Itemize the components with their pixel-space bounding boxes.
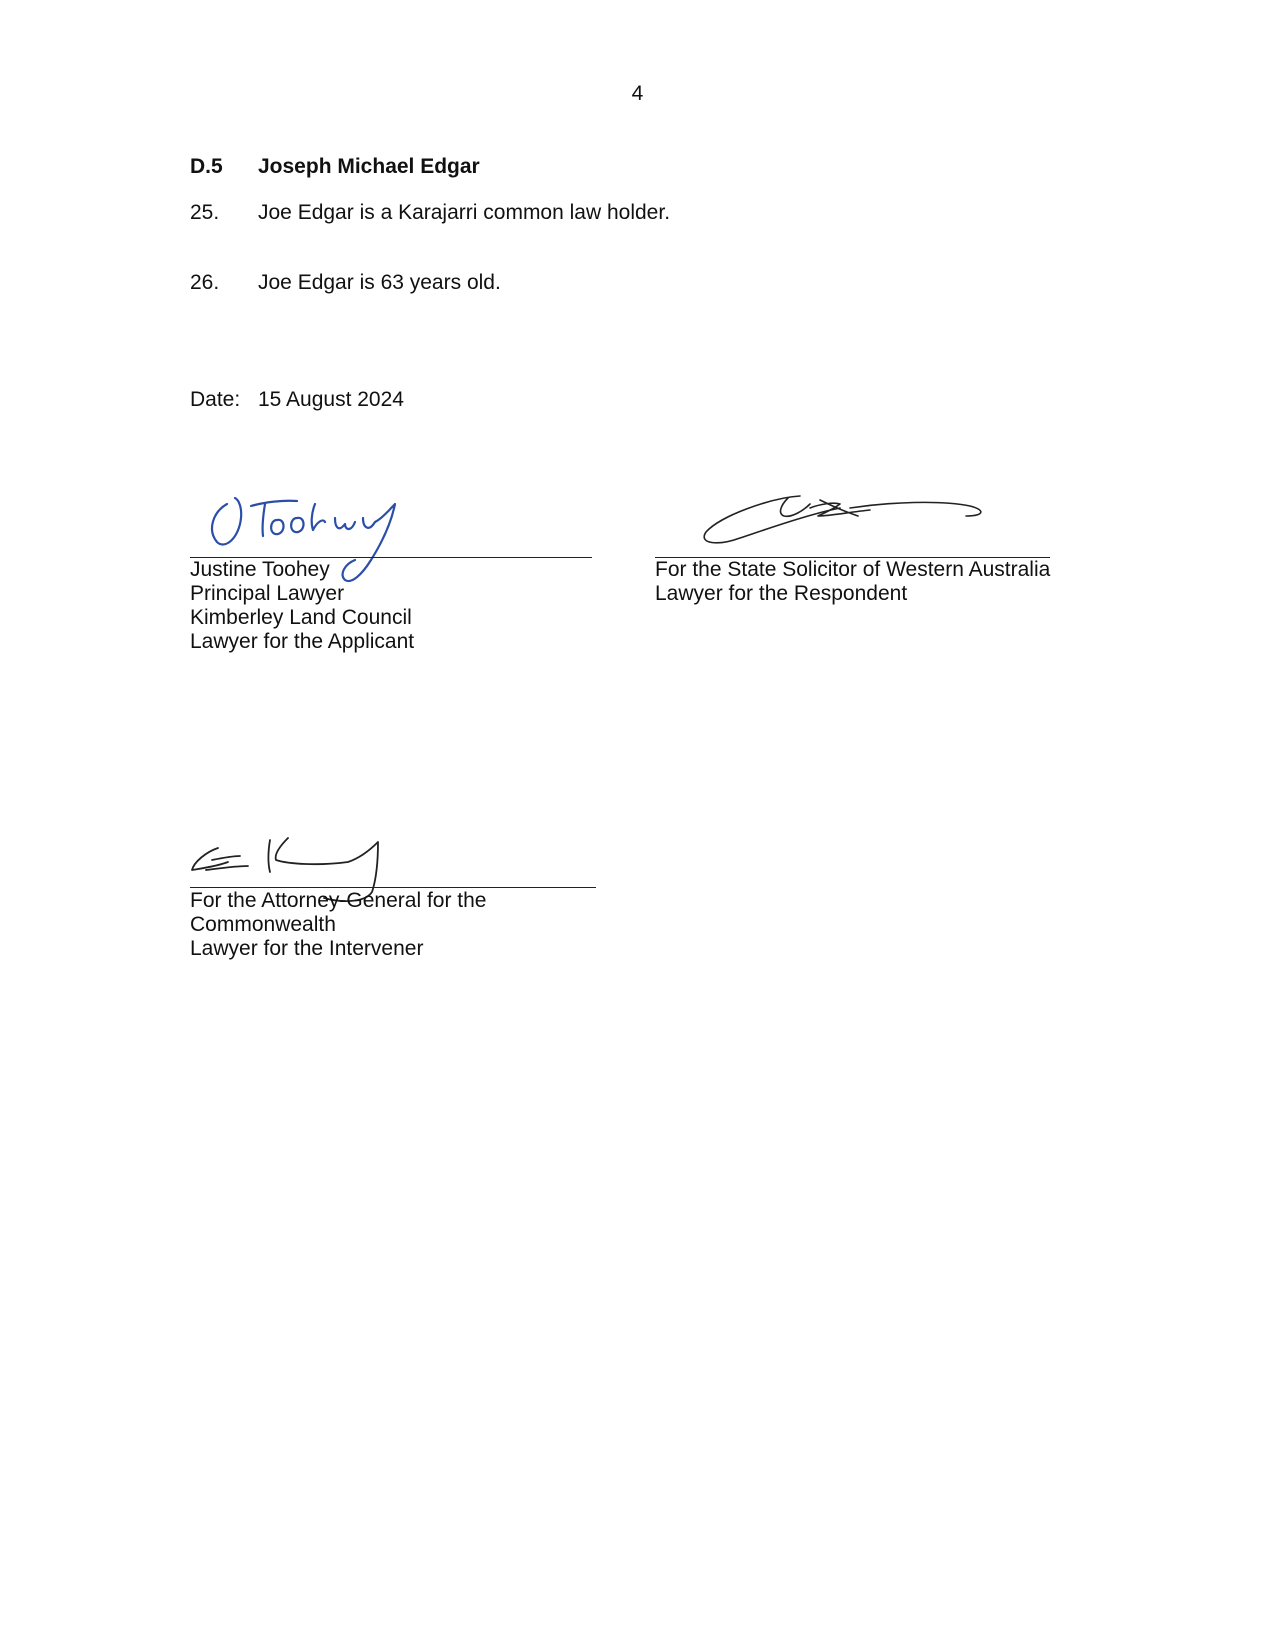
- paragraph-text: Joe Edgar is a Karajarri common law holder.: [258, 201, 671, 224]
- intervener-signatory-block: [190, 889, 486, 961]
- paragraph-number: 25.: [190, 201, 220, 224]
- respondent-signature: [700, 488, 1000, 558]
- signatory-organisation: For the Attorney-General for the: [190, 889, 487, 912]
- paragraph-text: Joe Edgar is 63 years old.: [258, 271, 501, 294]
- signatory-name: Justine Toohey: [190, 558, 330, 581]
- section-number: D.5: [190, 155, 223, 178]
- date-label: Date:: [190, 388, 241, 411]
- signatory-title: Principal Lawyer: [190, 582, 345, 605]
- signatory-role: Lawyer for the Intervener: [190, 937, 424, 960]
- signatory-organisation: Kimberley Land Council: [190, 606, 412, 629]
- date-value: 15 August 2024: [258, 388, 404, 411]
- applicant-signatory-block: [190, 558, 414, 654]
- section-title: Joseph Michael Edgar: [258, 155, 480, 178]
- signatory-organisation: Commonwealth: [190, 913, 336, 936]
- signatory-organisation: For the State Solicitor of Western Australia: [655, 558, 1051, 581]
- respondent-signatory-block: [655, 558, 1050, 606]
- signatory-role: Lawyer for the Respondent: [655, 582, 908, 605]
- paragraph-number: 26.: [190, 271, 220, 294]
- intervener-signature-line: [190, 887, 596, 888]
- page-number: 4: [631, 82, 644, 105]
- signatory-role: Lawyer for the Applicant: [190, 630, 415, 653]
